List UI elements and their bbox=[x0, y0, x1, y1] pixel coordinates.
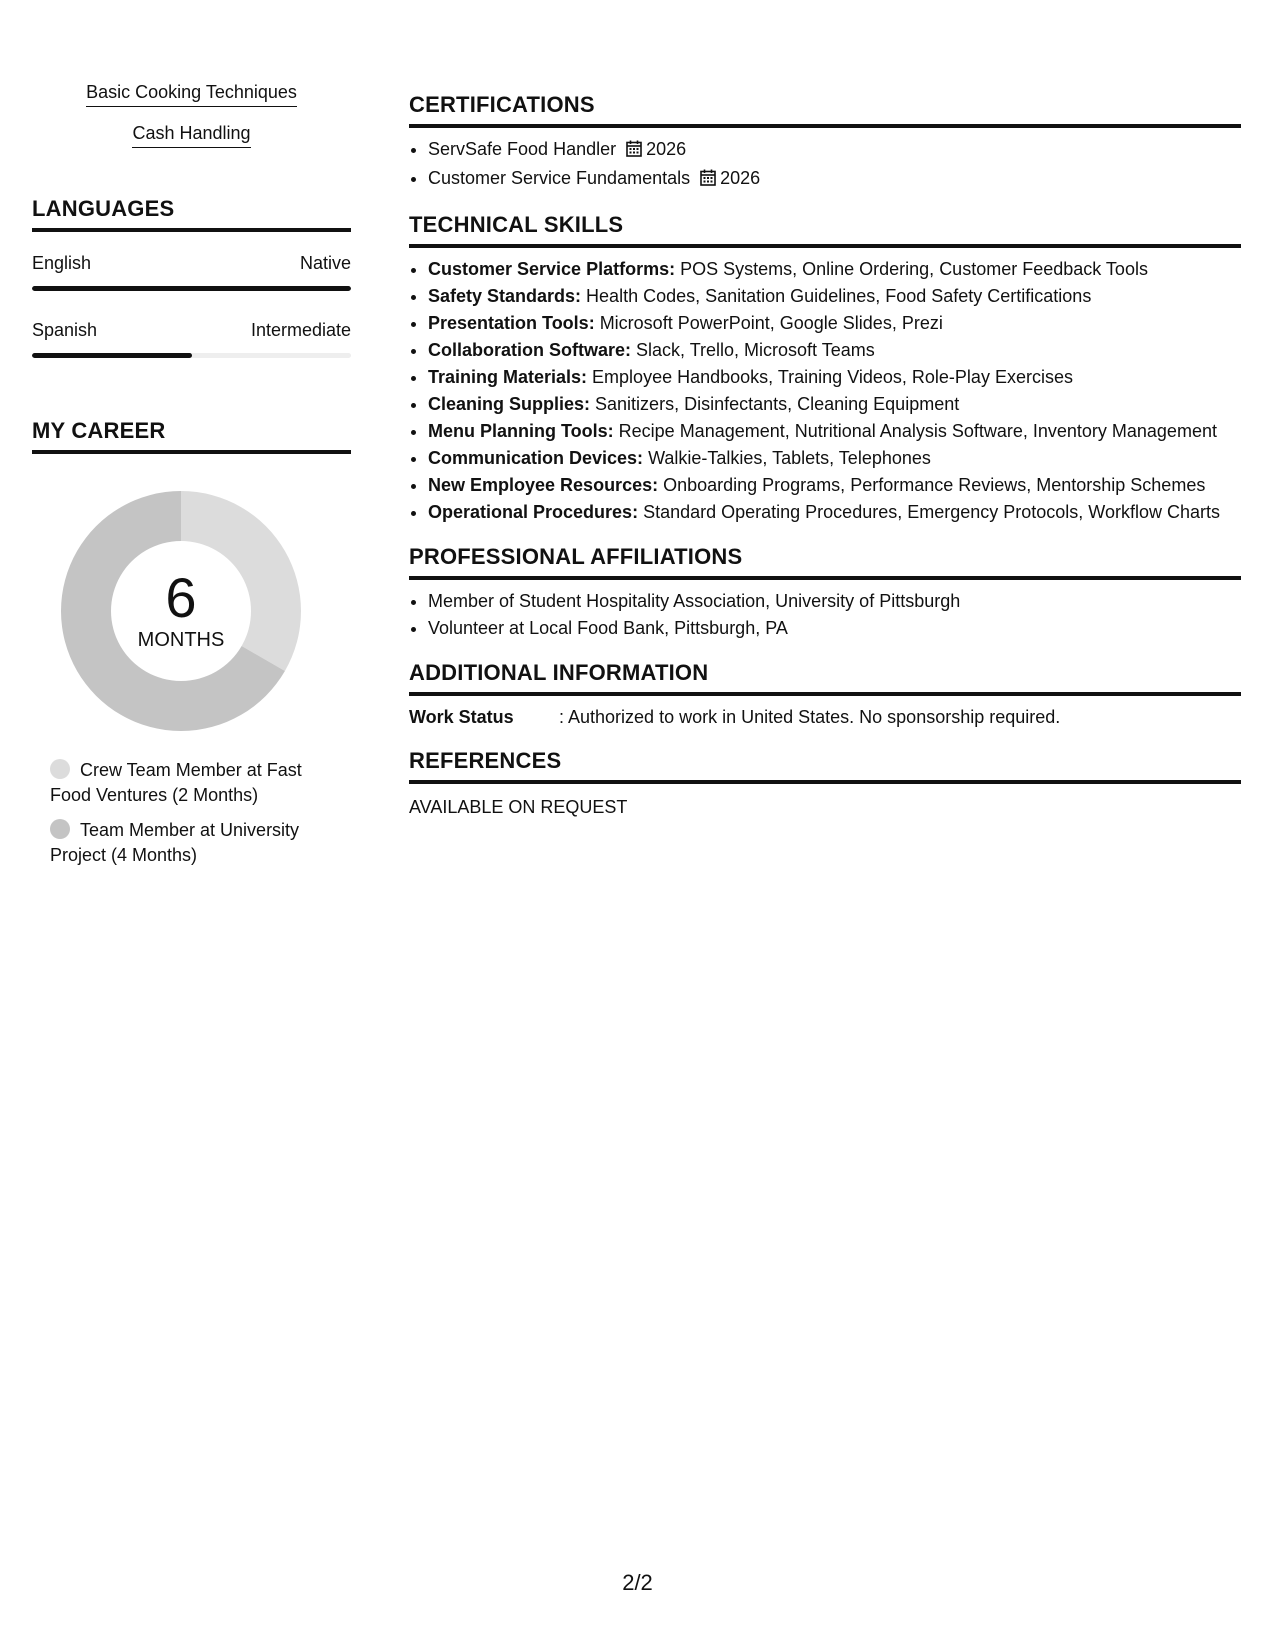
technical-skills-heading: TECHNICAL SKILLS bbox=[409, 212, 1241, 248]
skill-item bbox=[428, 472, 1241, 499]
language-proficiency-bar bbox=[32, 286, 351, 291]
career-total-number: 6 bbox=[165, 566, 197, 629]
language-item bbox=[32, 252, 351, 291]
work-status-label: Work Status bbox=[409, 707, 514, 727]
certification-item bbox=[428, 165, 1241, 194]
career-heading: MY CAREER bbox=[32, 418, 351, 454]
technical-skills-section bbox=[409, 212, 1241, 526]
career-legend bbox=[50, 758, 330, 868]
references-heading: REFERENCES bbox=[409, 748, 1241, 784]
technical-skills-list bbox=[409, 256, 1241, 526]
skill-item bbox=[428, 283, 1241, 310]
skill-values: Walkie-Talkies, Tablets, Telephones bbox=[643, 448, 931, 468]
right-column bbox=[409, 92, 1241, 838]
skill-item bbox=[428, 418, 1241, 445]
language-name: Spanish bbox=[32, 320, 98, 340]
legend-dot bbox=[50, 819, 70, 839]
certification-item bbox=[428, 136, 1241, 165]
additional-info-section bbox=[409, 660, 1241, 730]
calendar-icon bbox=[700, 167, 716, 194]
affiliation-item: • Member of Student Hospitality Association, University of Pittsburgh bbox=[428, 588, 1241, 615]
references-section bbox=[409, 748, 1241, 820]
language-name: English bbox=[32, 253, 92, 273]
languages-section bbox=[32, 196, 351, 358]
affiliations-list bbox=[409, 588, 1241, 642]
legend-dot bbox=[50, 759, 70, 779]
skill-item bbox=[428, 499, 1241, 526]
language-proficiency-bar bbox=[32, 353, 351, 358]
language-item bbox=[32, 319, 351, 358]
languages-list bbox=[32, 252, 351, 358]
skill-values: Sanitizers, Disinfectants, Cleaning Equipment bbox=[590, 394, 960, 414]
skill-values: Recipe Management, Nutritional Analysis Software, Inventory Management bbox=[613, 421, 1217, 441]
skill-values: Health Codes, Sanitation Guidelines, Food Safety Certifications bbox=[581, 286, 1092, 306]
certification-name: Customer Service Fundamentals bbox=[428, 168, 691, 188]
language-proficiency-fill bbox=[32, 286, 351, 291]
language-level: Intermediate bbox=[250, 320, 351, 340]
certifications-section bbox=[409, 92, 1241, 194]
certification-year: 2026 bbox=[646, 139, 687, 159]
certification-name: ServSafe Food Handler bbox=[428, 139, 617, 159]
skill-category: Menu Planning Tools: bbox=[428, 421, 614, 441]
skill-category: Presentation Tools: bbox=[428, 313, 595, 333]
career-total-unit: MONTHS bbox=[137, 629, 225, 651]
certifications-list bbox=[409, 136, 1241, 194]
skill-values: Microsoft PowerPoint, Google Slides, Prezi bbox=[594, 313, 943, 333]
skill-item bbox=[428, 445, 1241, 472]
career-legend-item bbox=[50, 758, 330, 808]
skill-values: Onboarding Programs, Performance Reviews, Mentorship Schemes bbox=[658, 475, 1206, 495]
skill-item bbox=[428, 391, 1241, 418]
donut-center bbox=[56, 486, 306, 736]
skill-category: New Employee Resources: bbox=[428, 475, 659, 495]
languages-heading: LANGUAGES bbox=[32, 196, 351, 232]
skill-category: Safety Standards: bbox=[428, 286, 582, 306]
certification-year: 2026 bbox=[720, 168, 761, 188]
skill-category: Collaboration Software: bbox=[428, 340, 632, 360]
references-text: AVAILABLE ON REQUEST bbox=[409, 797, 628, 817]
skill-category: Training Materials: bbox=[428, 367, 588, 387]
language-level: Native bbox=[299, 253, 351, 273]
skill-tags bbox=[32, 80, 351, 148]
career-legend-label: Crew Team Member at Fast Food Ventures (2 Months) bbox=[50, 760, 302, 805]
work-status-row bbox=[409, 704, 1241, 730]
page-number: 2/2 bbox=[622, 1570, 653, 1595]
affiliation-item: • Volunteer at Local Food Bank, Pittsburgh, PA bbox=[428, 615, 1241, 642]
language-proficiency-fill bbox=[32, 353, 192, 358]
skill-category: Cleaning Supplies: bbox=[428, 394, 591, 414]
career-legend-item bbox=[50, 818, 330, 868]
calendar-icon bbox=[626, 138, 642, 165]
skill-item bbox=[428, 256, 1241, 283]
additional-info-heading: ADDITIONAL INFORMATION bbox=[409, 660, 1241, 696]
career-donut-chart bbox=[56, 486, 306, 736]
skill-values: Slack, Trello, Microsoft Teams bbox=[631, 340, 875, 360]
skill-values: POS Systems, Online Ordering, Customer Feedback Tools bbox=[675, 259, 1148, 279]
certifications-heading: CERTIFICATIONS bbox=[409, 92, 1241, 128]
skill-item bbox=[428, 310, 1241, 337]
affiliations-section bbox=[409, 544, 1241, 642]
career-legend-label: Team Member at University Project (4 Months) bbox=[50, 820, 300, 865]
skill-item bbox=[428, 364, 1241, 391]
skill-category: Operational Procedures: bbox=[428, 502, 639, 522]
left-column bbox=[32, 80, 351, 878]
skill-tag[interactable]: Basic Cooking Techniques bbox=[86, 80, 297, 107]
skill-tag[interactable]: Cash Handling bbox=[132, 121, 250, 148]
work-status-value: : Authorized to work in United States. No sponsorship required. bbox=[559, 707, 1061, 727]
affiliations-heading: PROFESSIONAL AFFILIATIONS bbox=[409, 544, 1241, 580]
skill-category: Customer Service Platforms: bbox=[428, 259, 676, 279]
skill-item bbox=[428, 337, 1241, 364]
skill-category: Communication Devices: bbox=[428, 448, 644, 468]
skill-values: Standard Operating Procedures, Emergency Protocols, Workflow Charts bbox=[638, 502, 1220, 522]
career-section bbox=[32, 418, 351, 868]
skill-values: Employee Handbooks, Training Videos, Role-Play Exercises bbox=[587, 367, 1073, 387]
